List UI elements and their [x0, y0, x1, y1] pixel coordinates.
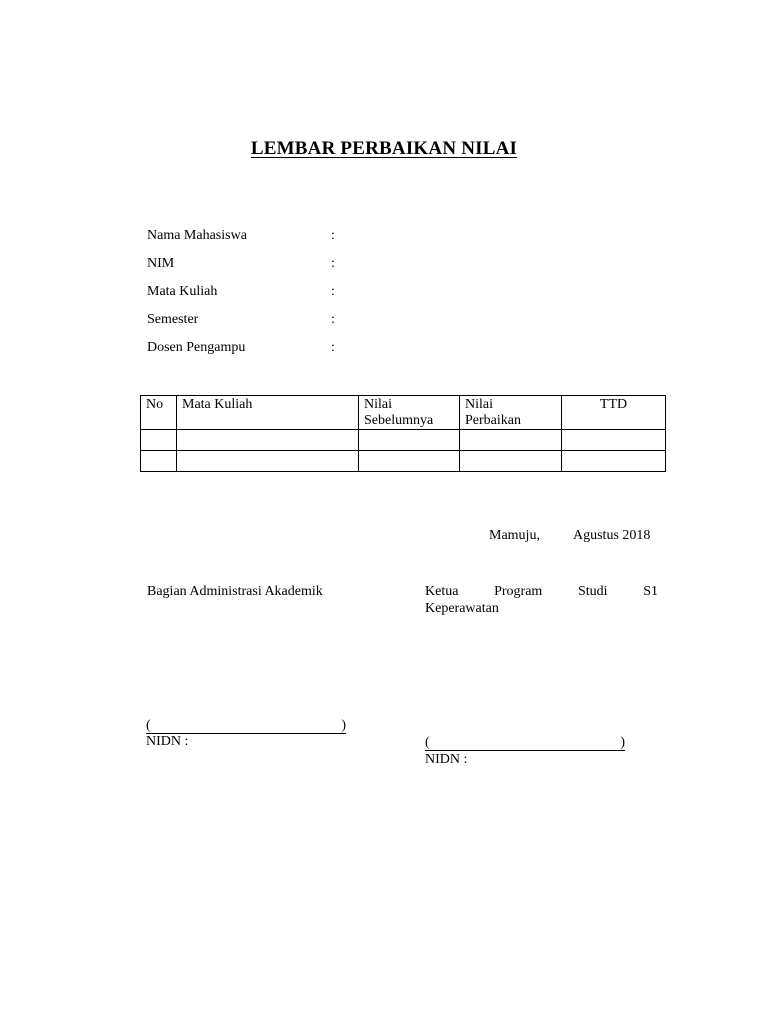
field-colon-dosen: : — [331, 340, 335, 355]
header-mata-kuliah: Mata Kuliah — [177, 396, 359, 430]
right-signature-close-paren: ) — [620, 735, 625, 750]
table-cell — [562, 430, 666, 451]
right-title-word: Studi — [577, 584, 608, 599]
field-label-nim: NIM — [147, 256, 175, 271]
table-cell — [562, 451, 666, 472]
right-signatory-title-line2: Keperawatan — [425, 601, 499, 616]
date-text: Agustus 2018 — [573, 528, 651, 543]
header-nilai-perbaikan-line2: Perbaikan — [465, 413, 521, 428]
header-nilai-sebelumnya-line2: Sebelumnya — [364, 413, 434, 428]
field-colon-mata-kuliah: : — [331, 284, 335, 299]
left-nidn-label: NIDN : — [146, 734, 189, 749]
table-row — [141, 451, 666, 472]
field-label-dosen: Dosen Pengampu — [147, 340, 246, 355]
field-label-mata-kuliah: Mata Kuliah — [147, 284, 218, 299]
field-label-nama: Nama Mahasiswa — [147, 228, 247, 243]
table-cell — [177, 430, 359, 451]
table-cell — [359, 451, 460, 472]
header-no: No — [141, 396, 177, 430]
left-signature-open-paren: ( — [146, 718, 151, 733]
field-label-semester: Semester — [147, 312, 199, 327]
right-signatory-title-line1 — [425, 584, 658, 600]
header-nilai-perbaikan — [460, 396, 562, 430]
table-cell — [460, 451, 562, 472]
field-colon-semester: : — [331, 312, 335, 327]
left-signatory-title: Bagian Administrasi Akademik — [147, 584, 323, 599]
table-header-row — [141, 396, 666, 430]
header-nilai-sebelumnya-line1: Nilai — [364, 397, 392, 412]
right-signature-line — [425, 735, 625, 751]
table-cell — [177, 451, 359, 472]
document-title — [0, 138, 768, 160]
right-title-word: Program — [494, 584, 543, 599]
place-text: Mamuju, — [489, 528, 540, 543]
field-colon-nim: : — [331, 256, 335, 271]
left-signature-close-paren: ) — [341, 718, 346, 733]
field-colon-nama: : — [331, 228, 335, 243]
header-nilai-perbaikan-line1: Nilai — [465, 397, 493, 412]
header-nilai-sebelumnya — [359, 396, 460, 430]
right-title-word: Ketua — [425, 584, 459, 599]
table-cell — [141, 430, 177, 451]
table-cell — [460, 430, 562, 451]
left-signature-line — [146, 718, 346, 734]
table-cell — [359, 430, 460, 451]
right-title-word: S1 — [643, 584, 658, 599]
grades-table — [140, 395, 666, 472]
header-ttd: TTD — [562, 396, 666, 430]
right-nidn-label: NIDN : — [425, 752, 468, 767]
table-cell — [141, 451, 177, 472]
document-title-text: LEMBAR PERBAIKAN NILAI — [250, 138, 518, 159]
table-row — [141, 430, 666, 451]
right-signature-open-paren: ( — [425, 735, 430, 750]
